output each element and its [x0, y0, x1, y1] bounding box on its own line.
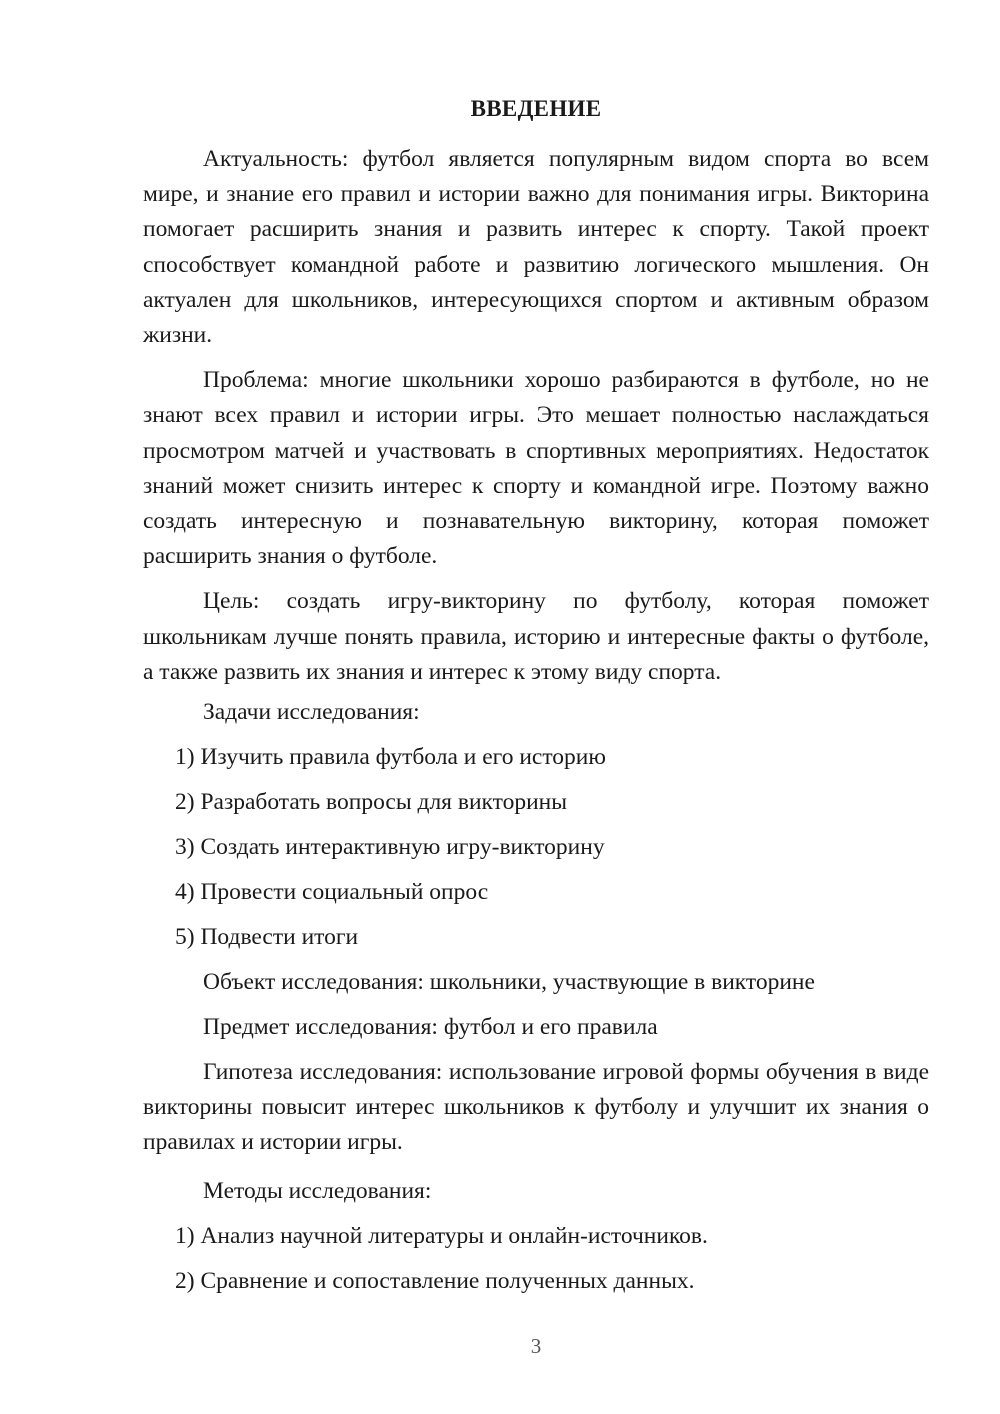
task-item: 5) Подвести итоги — [175, 924, 359, 951]
task-item: 4) Провести социальный опрос — [175, 879, 489, 906]
method-item: 1) Анализ научной литературы и онлайн-источников. — [175, 1222, 708, 1249]
goal-paragraph: Цель: создать игру-викторину по футболу, которая поможет школьникам лучше понять правила, историю и интересные факты о футболе, а также развить их знания и интерес к этому виду спорта. — [143, 588, 929, 685]
task-item: 3) Создать интерактивную игру-викторину — [175, 834, 605, 861]
document-body — [143, 142, 929, 1304]
research-object: Объект исследования: школьники, участвующие в викторине — [203, 969, 815, 996]
tasks-title: Задачи исследования: — [203, 699, 420, 726]
section-heading: ВВЕДЕНИЕ — [470, 96, 602, 121]
methods-title: Методы исследования: — [203, 1177, 432, 1204]
task-item: 1) Изучить правила футбола и его историю — [175, 744, 606, 771]
research-subject: Предмет исследования: футбол и его правила — [203, 1014, 658, 1041]
page-number: 3 — [530, 1334, 542, 1358]
relevance-paragraph: Актуальность: футбол является популярным видом спорта во всем мире, и знание его правил и истории важно для понимания игры. Викторина помогает расширить знания и развить интерес к спорту. Такой проект способствует командной работе и развитию логического мышления. Он актуален для школьников, интересующихся спортом и активным образом жизни. — [143, 146, 929, 349]
task-item: 2) Разработать вопросы для викторины — [175, 789, 568, 816]
hypothesis-paragraph: Гипотеза исследования: использование игровой формы обучения в виде викторины повысит интерес школьников к футболу и улучшит их знания о правилах и истории игры. — [143, 1059, 929, 1156]
problem-paragraph: Проблема: многие школьники хорошо разбираются в футболе, но не знают всех правил и истории игры. Это мешает полностью наслаждаться просмотром матчей и участвовать в спортивных мероприятиях. Недостаток знаний может снизить интерес к спорту и командной игре. Поэтому важно создать интересную и познавательную викторину, которая поможет расширить знания о футболе. — [143, 367, 929, 570]
method-item: 2) Сравнение и сопоставление полученных данных. — [175, 1267, 695, 1294]
